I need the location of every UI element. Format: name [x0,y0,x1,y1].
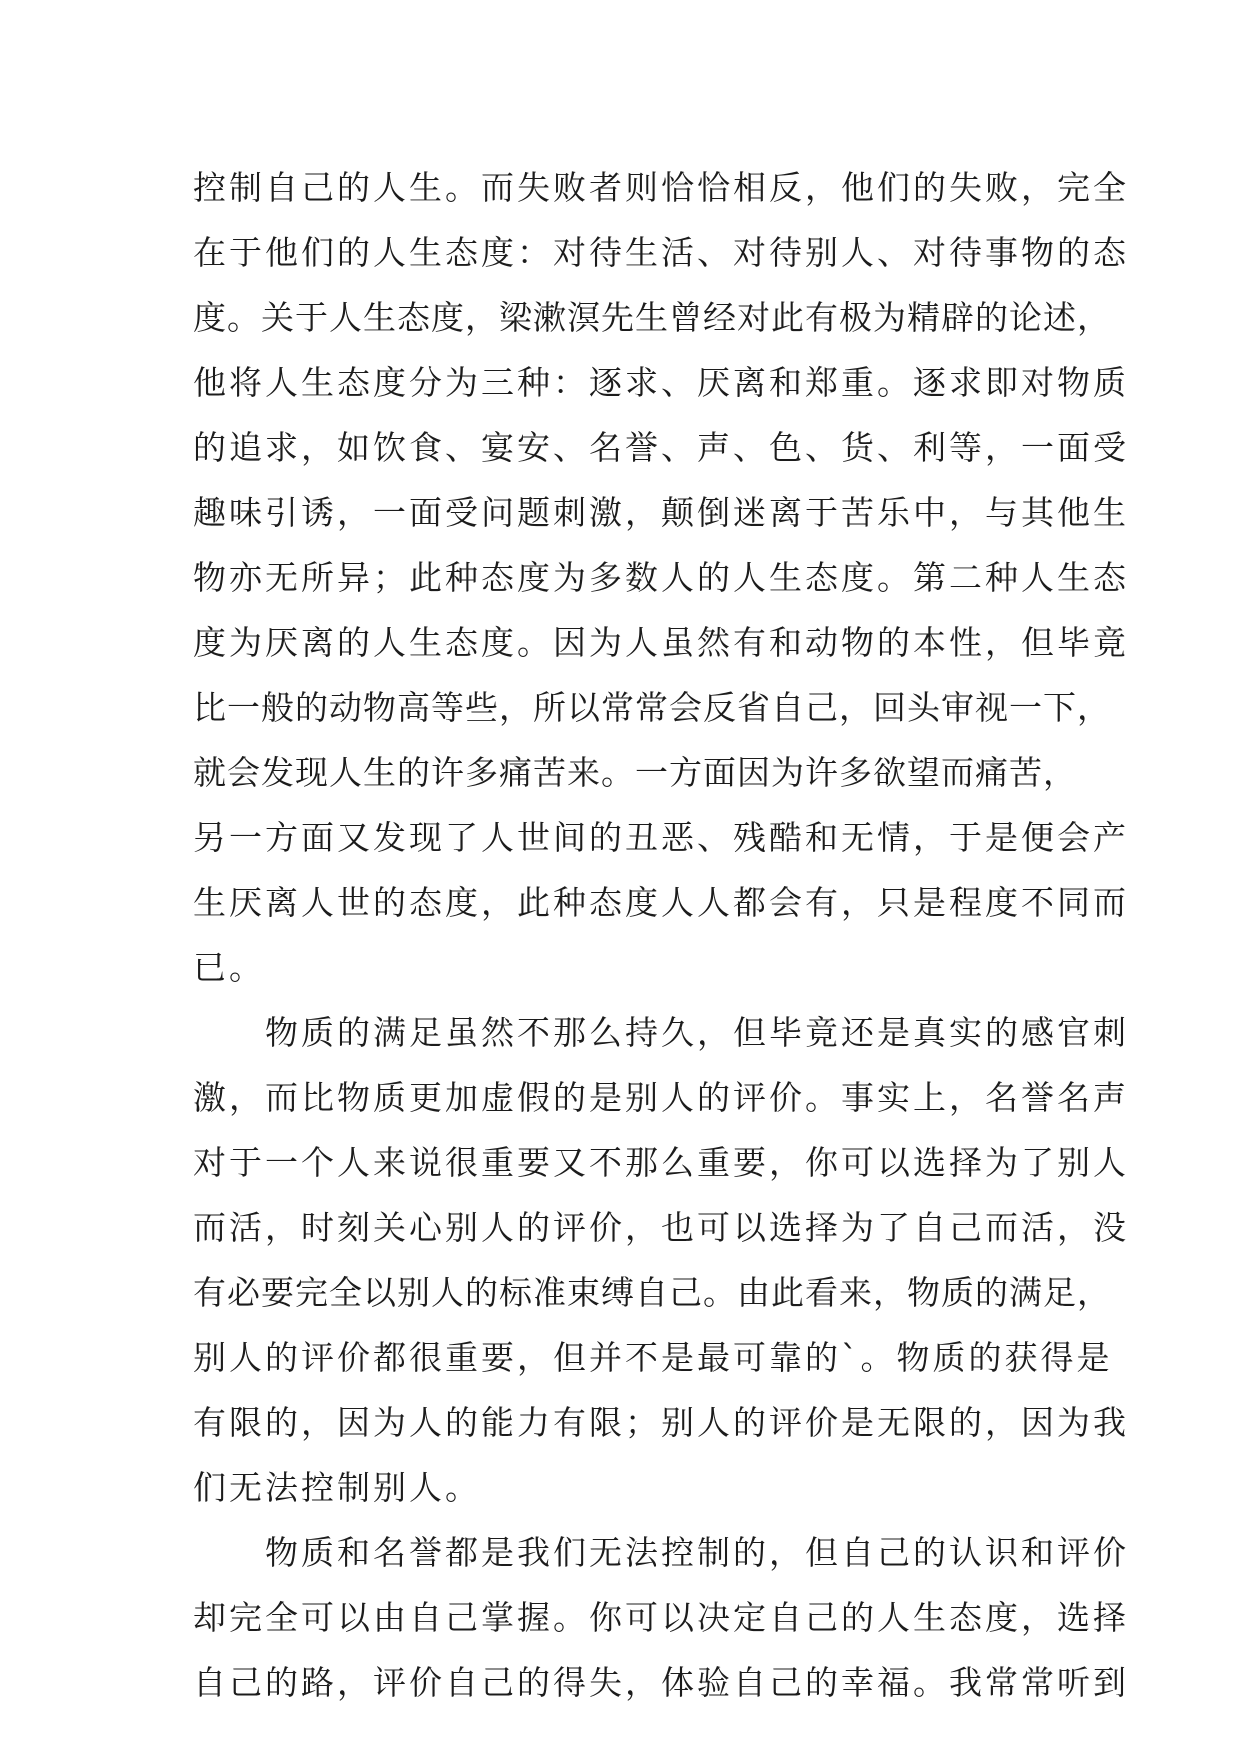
text-line: 有限的，因为人的能力有限；别人的评价是无限的，因为我 [193,1403,1129,1442]
text-line: 已。 [193,948,265,987]
text-line: 激，而比物质更加虚假的是别人的评价。事实上，名誉名声 [193,1078,1129,1117]
text-line: 趣味引诱，一面受问题刺激，颠倒迷离于苦乐中，与其他生 [193,493,1129,532]
text-line: 比一般的动物高等些，所以常常会反省自己，回头审视一下， [193,688,1111,727]
text-line: 另一方面又发现了人世间的丑恶、残酷和无情，于是便会产 [193,818,1129,857]
paragraph-first-line: 物质的满足虽然不那么持久，但毕竟还是真实的感官刺 [193,1013,1129,1052]
text-line: 控制自己的人生。而失败者则恰恰相反，他们的失败，完全 [193,168,1129,207]
text-line: 却完全可以由自己掌握。你可以决定自己的人生态度，选择 [193,1598,1129,1637]
text-line: 度为厌离的人生态度。因为人虽然有和动物的本性，但毕竟 [193,623,1129,662]
text-line: 而活，时刻关心别人的评价，也可以选择为了自己而活，没 [193,1208,1129,1247]
text-line: 有必要完全以别人的标准束缚自己。由此看来，物质的满足， [193,1273,1111,1312]
text-line: 生厌离人世的态度，此种态度人人都会有，只是程度不同而 [193,883,1129,922]
text-line: 对于一个人来说很重要又不那么重要，你可以选择为了别人 [193,1143,1129,1182]
text-line: 在于他们的人生态度：对待生活、对待别人、对待事物的态 [193,233,1129,272]
text-line: 的追求，如饮食、宴安、名誉、声、色、货、利等，一面受 [193,428,1129,467]
text-line: 自己的路，评价自己的得失，体验自己的幸福。我常常听到 [193,1663,1129,1702]
text-line: 他将人生态度分为三种：逐求、厌离和郑重。逐求即对物质 [193,363,1129,402]
text-line: 们无法控制别人。 [193,1468,481,1507]
text-line: 度。关于人生态度，梁漱溟先生曾经对此有极为精辟的论述， [193,298,1111,337]
paragraph-first-line: 物质和名誉都是我们无法控制的，但自己的认识和评价 [193,1533,1129,1572]
body-text [193,155,1129,1715]
text-line: 就会发现人生的许多痛苦来。一方面因为许多欲望而痛苦， [193,753,1077,792]
text-line: 物亦无所异；此种态度为多数人的人生态度。第二种人生态 [193,558,1129,597]
text-line: 别人的评价都很重要，但并不是最可靠的`。物质的获得是 [193,1338,1113,1377]
